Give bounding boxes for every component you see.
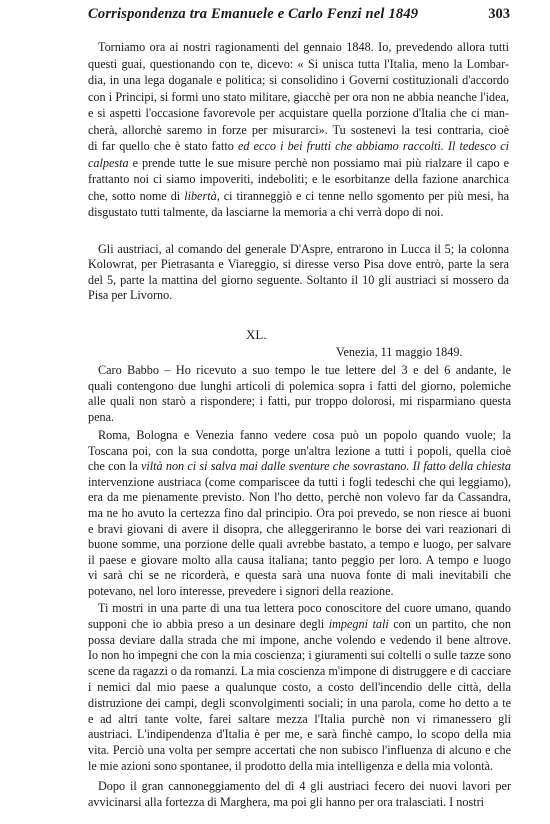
text-run: e ad altri tante volte, farei saltare mezza l'Italia purchè non vi rimanessero gli bbox=[88, 711, 511, 726]
letter-dateline: Venezia, 11 maggio 1849. bbox=[336, 345, 463, 359]
text-run: distruzione dei campi, degli sconvolgimenti sociali; in una parola, come ho detto a te bbox=[88, 695, 511, 710]
text-line bbox=[88, 90, 509, 105]
text-run: pena. bbox=[88, 409, 115, 424]
text-run: con i Principi, si formi uno stato militare, giacchè per ora non ne abbia neanche l'idea, bbox=[88, 89, 509, 104]
text-line bbox=[88, 712, 511, 727]
text-run: Dopo il gran cannoneggiamento del dì 4 gli austriaci fecero dei nuovi lavori per bbox=[98, 779, 511, 793]
text-run: quali contengono due lunghi articoli di polemica sopra i fatti del giorno, polemiche bbox=[88, 378, 511, 393]
text-run: intervenzione austriaca (come compariscee da tutti i fogli tedeschi che qui leggiamo), bbox=[88, 474, 511, 489]
text-run: ed ecco i bei frutti che abbiamo raccolti. Il tedesco ci bbox=[238, 139, 509, 153]
text-run: i nemici dal mio paese a qualunque costo, a costo dell'incendio delle città, della bbox=[88, 680, 511, 694]
text-run: dia, in una lega doganale e politica; si consolidino i Governi costituzionali d'accordo bbox=[88, 73, 509, 87]
text-run: possa deviare dalla strada che mi impone, anche volendo e vedendo il bene altrove. bbox=[88, 632, 511, 647]
text-line bbox=[88, 172, 509, 187]
text-line bbox=[88, 727, 511, 742]
text-run: , ci tiranneggiò e ci tenne nello sgomento per più mesi, ha bbox=[216, 188, 509, 203]
text-line bbox=[88, 617, 511, 632]
text-run: austriaci. L'indipendenza d'Italia è per me, e sarà finchè campo, lo scopo della mia bbox=[88, 727, 511, 742]
text-line bbox=[88, 139, 509, 154]
text-run: Roma, Bologna e Venezia fanno vedere cosa può un popolo quando vuole; la bbox=[98, 428, 511, 442]
text-run: e si aspetti l'occasione favorevole per acquistare quella porzione d'Italia che ci man- bbox=[88, 106, 509, 120]
text-line bbox=[88, 205, 443, 220]
text-run: del 5, parte la mattina del giorno seguente. Soltanto il 10 gli austriaci si mossero da bbox=[88, 272, 509, 287]
text-run: che con la bbox=[88, 459, 141, 474]
text-run: Io non ho impegni che con la mia coscienza; i giuramenti sui coltelli o sulle tazze sono bbox=[88, 648, 512, 663]
text-run: ma ne ho avuto la certezza fino dal principio. Ora poi prevedo, se non riesce ai buoni bbox=[88, 506, 511, 520]
text-line bbox=[88, 633, 511, 648]
text-run: supponi che io abbia preso a un desinare degli bbox=[88, 616, 329, 631]
text-run: Caro Babbo – Ho ricevuto a suo tempo le tue lettere del 3 e del 6 andante, le bbox=[98, 363, 511, 377]
text-run: libertà bbox=[184, 188, 217, 203]
text-line bbox=[88, 553, 511, 568]
text-run: le mie azioni sono spontanee, il prodotto della mia intelligenza e della mia volontà. bbox=[88, 759, 494, 773]
text-line bbox=[88, 506, 511, 521]
text-line bbox=[88, 680, 511, 695]
text-run: avvicinarsi alla fortezza di Marghera, ma poi gli hanno per ora tralasciati. I nostri bbox=[88, 795, 485, 810]
running-title: Corrispondenza tra Emanuele e Carlo Fenzi nel 1849 bbox=[88, 6, 419, 22]
text-line bbox=[88, 57, 509, 72]
text-line bbox=[88, 522, 511, 537]
text-run: questi guai, questionando con te, dicevo: « Si unisca tutta l'Italia, meno la Lombar- bbox=[88, 56, 509, 71]
text-line bbox=[88, 459, 511, 474]
text-line bbox=[88, 410, 114, 425]
text-line bbox=[88, 490, 511, 505]
text-run: che, sotto nome di bbox=[88, 188, 185, 203]
text-run: Torniamo ora ai nostri ragionamenti del gennaio 1848. Io, prevedendo allora tutti bbox=[98, 40, 509, 54]
text-run: impegni tali bbox=[328, 616, 389, 631]
text-line bbox=[88, 537, 511, 552]
text-line bbox=[88, 568, 511, 583]
text-run: viltà non ci si salva mai dalle sventure che sovrastano. Il fatto della chiesta bbox=[140, 459, 511, 474]
text-run: potevano, nel loro interesse, prevedere i signori della reazione. bbox=[88, 584, 394, 598]
text-line bbox=[88, 664, 511, 679]
text-run: Pisa per Livorno. bbox=[88, 287, 173, 302]
page-number: 303 bbox=[488, 6, 510, 22]
text-run: Ti mostri in una parte di una tua lettera poco conoscitore del cuore umano, quando bbox=[98, 601, 511, 615]
text-run: di far quello che è stato fatto bbox=[88, 139, 238, 153]
text-run: scene da ragazzi o da romanzi. La mia coscienza m'impone di distruggere e di cacciare bbox=[88, 664, 511, 679]
text-run: alle quali non starò a rispondere; i fatti, pur troppo dolorosi, mi risparmiano questa bbox=[88, 394, 511, 408]
letter-heading: XL. bbox=[246, 327, 267, 342]
text-run: Gli austriaci, al comando del generale D'Aspre, entrarono in Lucca il 5; la colonna bbox=[98, 242, 509, 256]
text-line bbox=[88, 648, 511, 663]
text-run: il paese e giovare molto alla causa italiana; tanto peggio per loro. A tempo e luogo bbox=[88, 552, 511, 567]
text-line bbox=[88, 123, 509, 138]
text-run: frattanto noi ci siamo impoveriti, indeboliti; e le esorbitanze della fazione anarchica bbox=[88, 172, 509, 186]
text-line bbox=[88, 394, 511, 409]
text-run: e bravi giovani di avere il disopra, che alleggeriranno le borse dei vari reazionari di bbox=[88, 521, 511, 536]
text-run: era da me pienamente previsto. Non l'ho detto, perchè non volevo far da Cassandra, bbox=[88, 490, 511, 505]
text-line bbox=[88, 584, 394, 599]
text-run: disgustato tutti talmente, da lasciarne la memoria a chi verrà dopo di noi. bbox=[88, 205, 444, 219]
text-line bbox=[88, 759, 493, 774]
text-line bbox=[98, 363, 511, 378]
text-line bbox=[98, 601, 511, 616]
text-line bbox=[88, 288, 172, 303]
text-run: calpesta bbox=[88, 155, 129, 170]
text-line bbox=[98, 242, 509, 257]
text-line bbox=[98, 40, 509, 55]
text-run: vita. Perciò una volta per sempre accertati che non subisco l'influenza di alcuno e che bbox=[88, 743, 511, 758]
text-line bbox=[88, 273, 509, 288]
text-line bbox=[88, 73, 509, 88]
text-line bbox=[88, 444, 511, 459]
text-line bbox=[88, 156, 509, 171]
text-line bbox=[88, 257, 509, 272]
text-line bbox=[88, 743, 511, 758]
text-line bbox=[88, 696, 511, 711]
text-run: buone somme, una porzione delle quali avrebbe bastato, a tempo e luogo, per salvare bbox=[88, 537, 511, 552]
text-run: Toscana poi, con la sua condotta, porge un'altra lezione a tutti i popoli, quella cioè bbox=[88, 443, 511, 458]
text-run: con un partito, che non bbox=[388, 616, 511, 631]
text-run: cherà, allorchè saremo in forze per misurarci». Tu sostenevi la tesi contraria, cioè bbox=[88, 122, 509, 137]
text-line bbox=[98, 428, 511, 443]
text-line bbox=[88, 189, 509, 204]
text-line bbox=[98, 779, 511, 794]
text-line bbox=[88, 795, 484, 810]
text-line bbox=[88, 475, 511, 490]
page-header bbox=[88, 6, 510, 26]
text-run: vi sarà chi se ne ricorderà, e questa sarà una nuova fonte di mali inevitabili che bbox=[88, 568, 511, 583]
text-run: Kolowrat, per Pietrasanta e Viareggio, si diresse verso Pisa dove entrò, parte la sera bbox=[88, 257, 509, 272]
text-line bbox=[88, 106, 509, 121]
text-line bbox=[88, 379, 511, 394]
text-run: e prende tutte le sue misure perchè non possiamo mai più rialzare il capo e bbox=[128, 155, 509, 170]
